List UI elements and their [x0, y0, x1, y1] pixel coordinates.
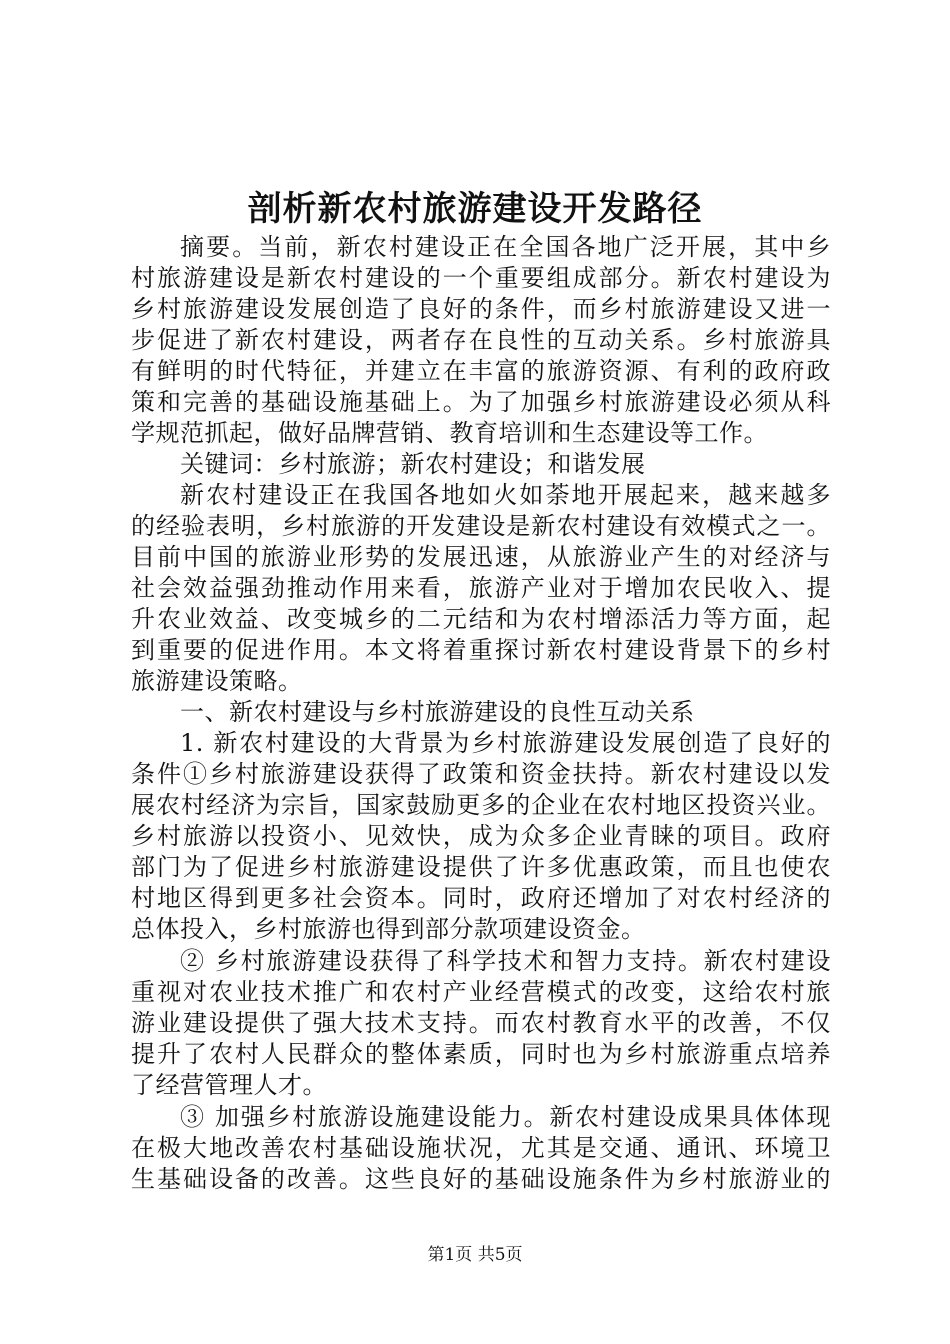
body-line: 关键词：乡村旅游；新农村建设；和谐发展: [180, 450, 646, 478]
body-line: 策和完善的基础设施基础上。为了加强乡村旅游建设必须从科: [131, 388, 831, 416]
body-line: 在极大地改善农村基础设施状况，尤其是交通、通讯、环境卫: [131, 1134, 831, 1162]
body-line: 升农业效益、改变城乡的二元结和为农村增添活力等方面，起: [131, 605, 831, 633]
body-line: 到重要的促进作用。本文将着重探讨新农村建设背景下的乡村: [131, 636, 831, 664]
body-line: 条件①乡村旅游建设获得了政策和资金扶持。新农村建设以发: [131, 760, 831, 788]
body-line: 1. 新农村建设的大背景为乡村旅游建设发展创造了良好的: [180, 729, 831, 757]
body-line: 学规范抓起，做好品牌营销、教育培训和生态建设等工作。: [131, 419, 768, 447]
body-line: 乡村旅游建设发展创造了良好的条件，而乡村旅游建设又进一: [131, 295, 831, 323]
document-body: [131, 232, 831, 1195]
body-line: 提升了农村人民群众的整体素质，同时也为乡村旅游重点培养: [131, 1040, 831, 1068]
body-line: 游业建设提供了强大技术支持。而农村教育水平的改善，不仅: [131, 1009, 831, 1037]
body-line: 村旅游建设是新农村建设的一个重要组成部分。新农村建设为: [131, 264, 831, 292]
body-line: 有鲜明的时代特征，并建立在丰富的旅游资源、有利的政府政: [131, 357, 831, 385]
body-line: 旅游建设策略。: [131, 667, 303, 695]
body-line: 的经验表明，乡村旅游的开发建设是新农村建设有效模式之一。: [131, 512, 831, 540]
body-line: 总体投入，乡村旅游也得到部分款项建设资金。: [131, 915, 646, 943]
body-line: 步促进了新农村建设，两者存在良性的互动关系。乡村旅游具: [131, 326, 831, 354]
body-line: 部门为了促进乡村旅游建设提供了许多优惠政策，而且也使农: [131, 853, 831, 881]
body-line: 生基础设备的改善。这些良好的基础设施条件为乡村旅游业的: [131, 1165, 831, 1193]
body-line: 村地区得到更多社会资本。同时，政府还增加了对农村经济的: [131, 884, 831, 912]
body-line: ② 乡村旅游建设获得了科学技术和智力支持。新农村建设: [180, 947, 831, 975]
body-line: 一、新农村建设与乡村旅游建设的良性互动关系: [180, 698, 695, 726]
document-title: 剖析新农村旅游建设开发路径: [247, 189, 703, 229]
body-line: 乡村旅游以投资小、见效快，成为众多企业青睐的项目。政府: [131, 822, 831, 850]
body-line: 新农村建设正在我国各地如火如荼地开展起来，越来越多: [180, 481, 831, 509]
page-footer: 第1页 共5页: [427, 1245, 523, 1265]
body-line: 重视对农业技术推广和农村产业经营模式的改变，这给农村旅: [131, 978, 831, 1006]
body-line: 了经营管理人才。: [131, 1071, 327, 1099]
body-line: 社会效益强劲推动作用来看，旅游产业对于增加农民收入、提: [131, 574, 831, 602]
body-line: 摘要。当前，新农村建设正在全国各地广泛开展，其中乡: [180, 233, 831, 261]
body-line: 展农村经济为宗旨，国家鼓励更多的企业在农村地区投资兴业。: [131, 791, 831, 819]
body-line: 目前中国的旅游业形势的发展迅速，从旅游业产生的对经济与: [131, 543, 831, 571]
body-line: ③ 加强乡村旅游设施建设能力。新农村建设成果具体体现: [180, 1103, 831, 1131]
